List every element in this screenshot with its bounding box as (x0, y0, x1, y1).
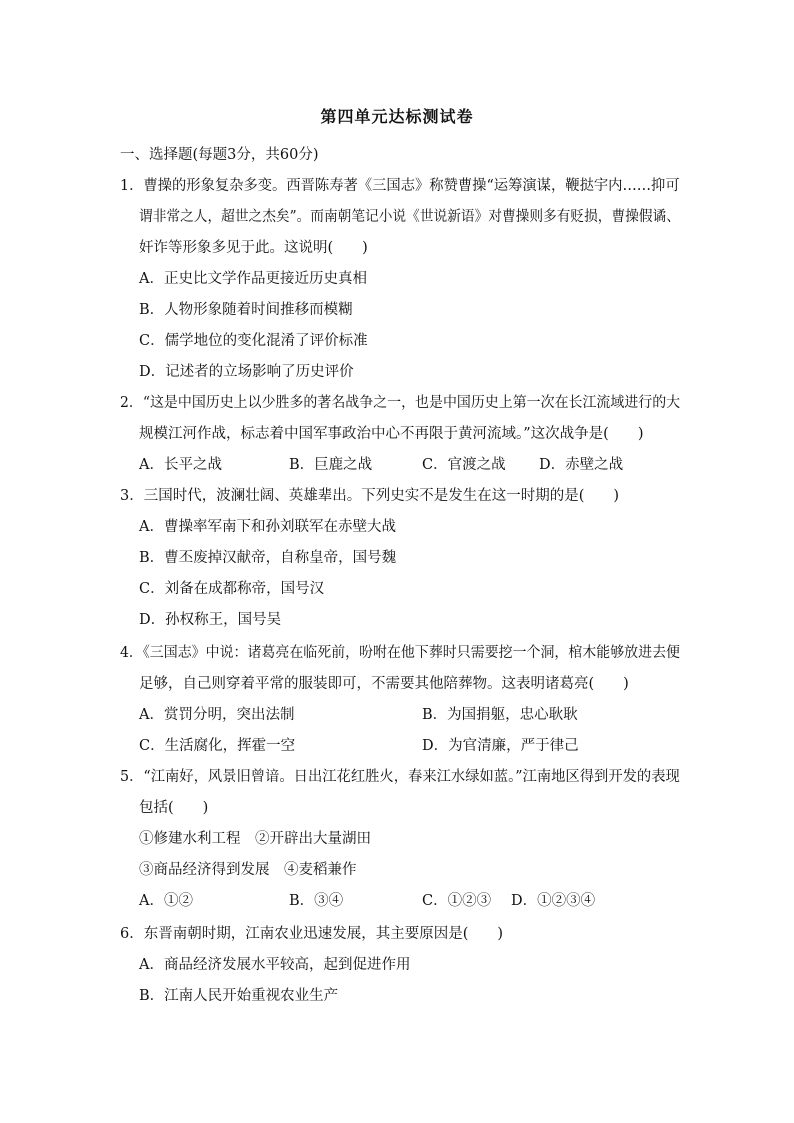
question-5-option-c: C．①②③ (422, 893, 492, 909)
question-2-text: 2．“这是中国历史上以少胜多的著名战争之一，也是中国历史上第一次在长江流域进行的大 (120, 395, 681, 411)
question-1-text-cont: 谓非常之人，超世之杰矣”。而南朝笔记小说《世说新语》对曹操则多有贬损，曹操假谲、 (139, 209, 680, 225)
question-5-option-d: D．①②③④ (511, 893, 596, 909)
question-6-option-b: B．江南人民开始重视农业生产 (139, 988, 339, 1004)
question-1-option-c: C．儒学地位的变化混淆了评价标准 (139, 333, 368, 349)
question-2-text-cont: 规模江河作战，标志着中国军事政治中心不再限于黄河流域。”这次战争是( ) (139, 426, 644, 442)
question-3-option-d: D．孙权称王，国号吴 (139, 612, 282, 628)
question-3-option-c: C．刘备在成都称帝，国号汉 (139, 581, 325, 597)
question-4-option-c: C．生活腐化，挥霍一空 (139, 738, 296, 754)
question-5-option-b: B．③④ (289, 893, 344, 909)
question-2-option-a: A．长平之战 (139, 457, 222, 473)
question-5-text-cont: 包括( ) (139, 800, 209, 816)
question-5-option-a: A．①② (139, 893, 193, 909)
question-1-text: 1．曹操的形象复杂多变。西晋陈寿著《三国志》称赞曹操“运筹演谋，鞭挞宇内……抑可 (120, 178, 680, 194)
question-4-option-d: D．为官清廉，严于律己 (422, 738, 579, 754)
question-2-option-d: D．赤壁之战 (539, 457, 624, 473)
section-heading: 一、选择题(每题3分，共60分) (120, 147, 319, 163)
question-5-items-2: ③商品经济得到发展 ④麦稻兼作 (139, 862, 357, 878)
question-1-option-a: A．正史比文学作品更接近历史真相 (139, 271, 367, 287)
question-5-items-1: ①修建水利工程 ②开辟出大量湖田 (139, 831, 371, 847)
question-3-text: 3．三国时代，波澜壮阔、英雄辈出。下列史实不是发生在这一时期的是( ) (120, 488, 620, 504)
question-2-option-c: C．官渡之战 (422, 457, 506, 473)
question-4-option-b: B．为国捐躯，忠心耿耿 (422, 707, 578, 723)
exam-title: 第四单元达标测试卷 (320, 107, 474, 126)
question-5-text: 5．“江南好，风景旧曾谙。日出江花红胜火，春来江水绿如蓝。”江南地区得到开发的表现 (120, 769, 680, 785)
question-6-option-a: A．商品经济发展水平较高，起到促进作用 (139, 957, 411, 973)
question-3-option-a: A．曹操率军南下和孙刘联军在赤壁大战 (139, 519, 396, 535)
question-4-option-a: A．赏罚分明，突出法制 (139, 707, 295, 723)
question-4-text-cont: 足够，自己则穿着平常的服装即可，不需要其他陪葬物。这表明诸葛亮( ) (139, 676, 629, 692)
question-2-option-b: B．巨鹿之战 (289, 457, 373, 473)
question-3-option-b: B．曹丕废掉汉献帝，自称皇帝，国号魏 (139, 550, 397, 566)
question-1-option-b: B．人物形象随着时间推移而模糊 (139, 302, 353, 318)
question-1-option-d: D．记述者的立场影响了历史评价 (139, 364, 354, 380)
question-6-text: 6．东晋南朝时期，江南农业迅速发展，其主要原因是( ) (120, 926, 504, 942)
question-4-text: 4．《三国志》中说：诸葛亮在临死前，吩咐在他下葬时只需要挖一个洞，棺木能够放进去便 (120, 645, 680, 661)
question-1-text-end: 奸诈等形象多见于此。这说明( ) (139, 240, 368, 256)
